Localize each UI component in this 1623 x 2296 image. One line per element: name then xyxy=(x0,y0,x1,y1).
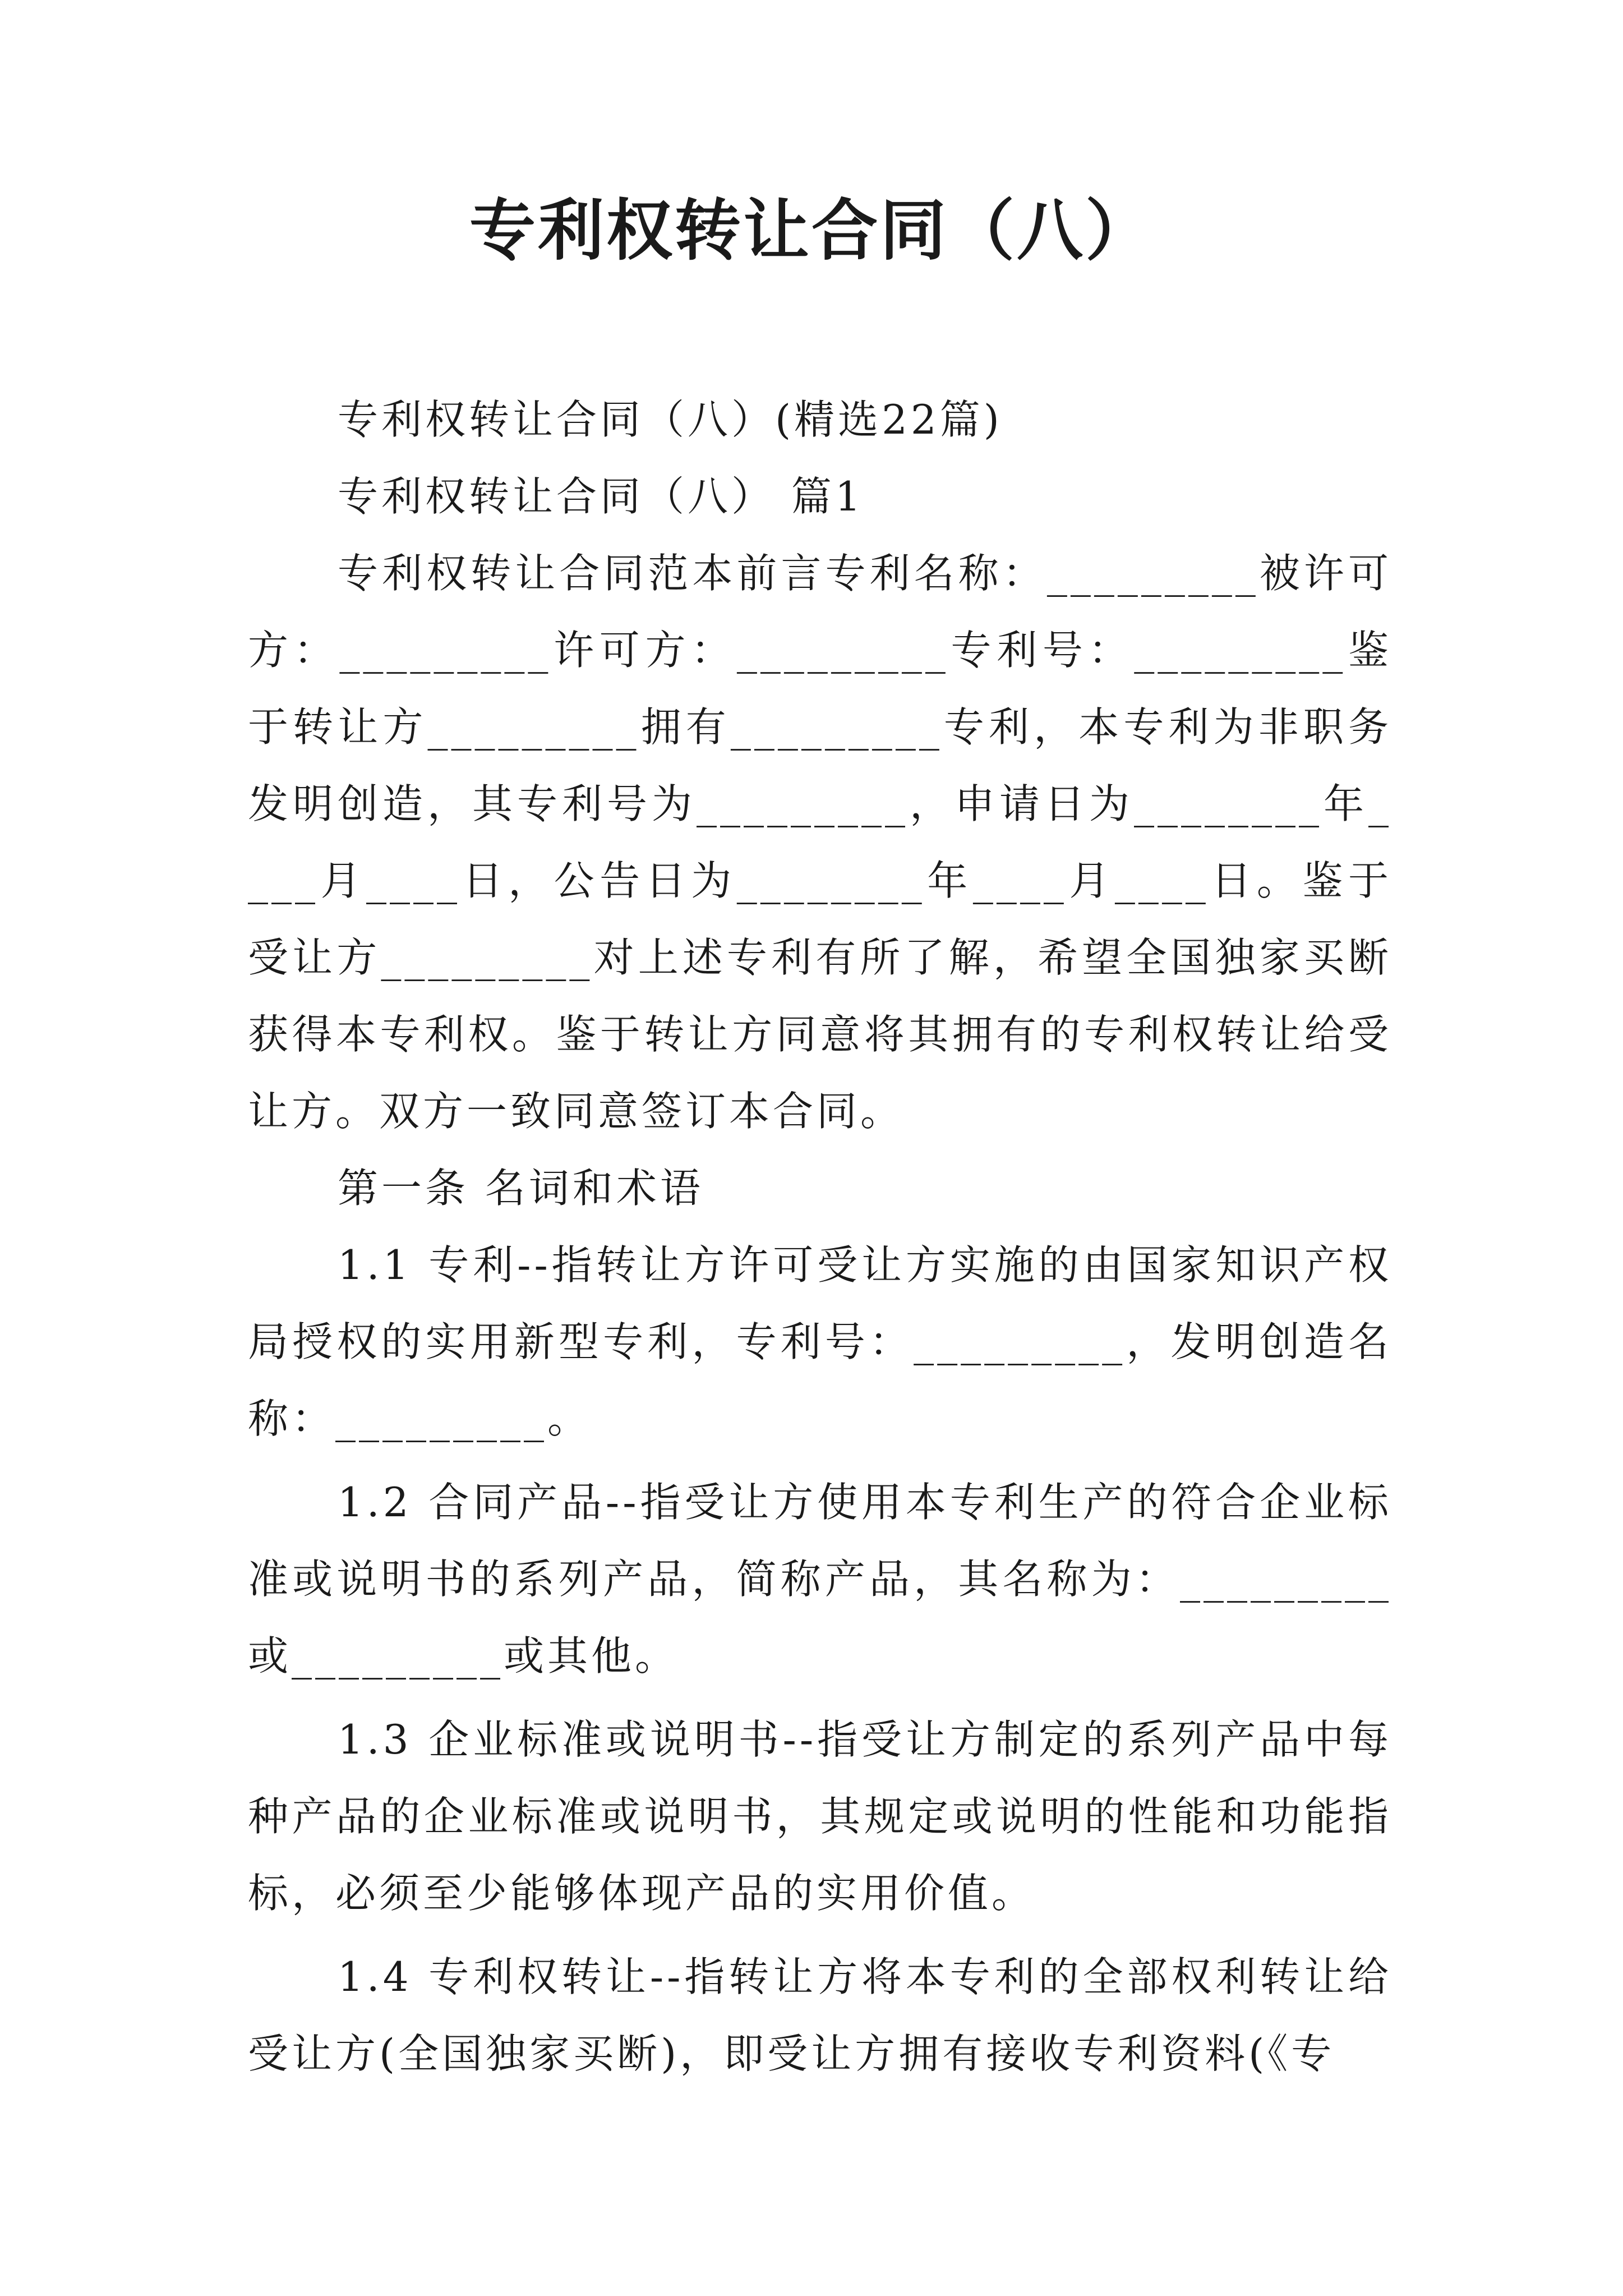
clause-1-1: 1.1 专利--指转让方许可受让方实施的由国家知识产权局授权的实用新型专利，专利号：_________，发明创造名称：_________。 xyxy=(248,1241,1392,1442)
clause-1-4: 1.4 专利权转让--指转让方将本专利的全部权利转让给受让方(全国独家买断)，即受让方拥有接收专利资料(《专 xyxy=(248,1953,1392,2077)
document-body xyxy=(248,381,1392,2092)
clause-1-3: 1.3 企业标准或说明书--指受让方制定的系列产品中每种产品的企业标准或说明书，其规定或说明的性能和功能指标，必须至少能够体现产品的实用价值。 xyxy=(248,1716,1392,1917)
section-heading: 专利权转让合同（八） 篇1 xyxy=(338,473,864,520)
document-title: 专利权转让合同（八） xyxy=(469,191,1154,269)
preamble-paragraph: 专利权转让合同范本前言专利名称：_________被许可方：_________许可方：_________专利号：_________鉴于转让方_________拥有_________专利，本专利为非职务发明创造，其专利号为_________，申请日为________年____月____日，公告日为________年____月____日。鉴于受让方_________对上述专利有所了解，希望全国独家买断获得本专利权。鉴于转让方同意将其拥有的专利权转让给受让方。双方一致同意签订本合同。 xyxy=(248,550,1392,1135)
subtitle-paragraph: 专利权转让合同（八）(精选22篇) xyxy=(338,396,1003,443)
clause-1-2: 1.2 合同产品--指受让方使用本专利生产的符合企业标准或说明书的系列产品，简称产品，其名称为：_________或_________或其他。 xyxy=(248,1479,1392,1680)
article-heading: 第一条 名词和术语 xyxy=(338,1165,704,1212)
